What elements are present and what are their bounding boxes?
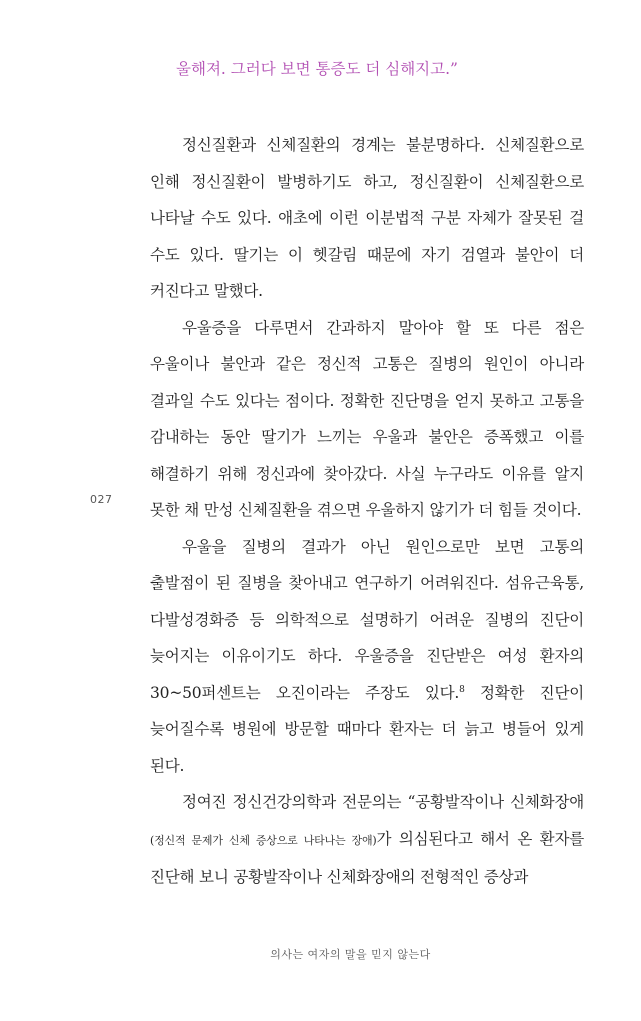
paragraph: 우울증을 다루면서 간과하지 말아야 할 또 다른 점은 우울이나 불안과 같은 정신적 고통은 질병의 원인이 아니라 결과일 수도 있다는 점이다. 정확한 진단명을 얻지 못하고 고통을 감내하는 동안 딸기가 느끼는 우울과 불안은 증폭했고 이를 해결하기 위해 정신과에 찾아갔다. 사실 누구라도 이유를 알지 못한 채 만성 신체질환을 겪으면 우울하지 않기가 더 힘들 것이다. [150,318,584,519]
paragraph [150,784,584,896]
page-number: 027 [90,493,113,506]
paragraph: 정신질환과 신체질환의 경계는 불분명하다. 신체질환으로 인해 정신질환이 발병하기도 하고, 정신질환이 신체질환으로 나타날 수도 있다. 애초에 이런 이분법적 구분 자체가 잘못된 걸 수도 있다. 딸기는 이 헷갈림 때문에 자기 검열과 불안이 더 커진다고 말했다. [150,136,584,300]
running-footer: 의사는 여자의 말을 믿지 않는다 [270,948,431,961]
footnote-marker: 8 [459,684,465,695]
paragraph-text: 정여진 정신건강의학과 전문의는 “공황발작이나 신체화장애 [182,793,584,811]
paragraph-text: 가 의심된다고 해서 온 환자를 진단해 보니 공황발작이나 신체화장애의 전형적인 증상과 [150,829,584,886]
paragraph-text: 정확한 진단이 늦어질수록 병원에 방문할 때마다 환자는 더 늙고 병들어 있게 된다. [150,683,584,775]
paragraph-text: 우울을 질병의 결과가 아닌 원인으로만 보면 고통의 출발점이 된 질병을 찾아내고 연구하기 어려워진다. 섬유근육통, 다발성경화증 등 의학적으로 설명하기 어려운 질병의 진단이 늦어지는 이유이기도 하다. 우울증을 진단받은 여성 환자의 30~50퍼센트는 오진이라는 주장도 있다. [150,537,584,702]
body-text [150,127,584,896]
parenthetical-note: (정신적 문제가 신체 증상으로 나타나는 장애) [150,833,377,847]
header-quote-line: 울해져. 그러다 보면 통증도 더 심해지고.” [176,60,458,78]
paragraph [150,529,584,785]
